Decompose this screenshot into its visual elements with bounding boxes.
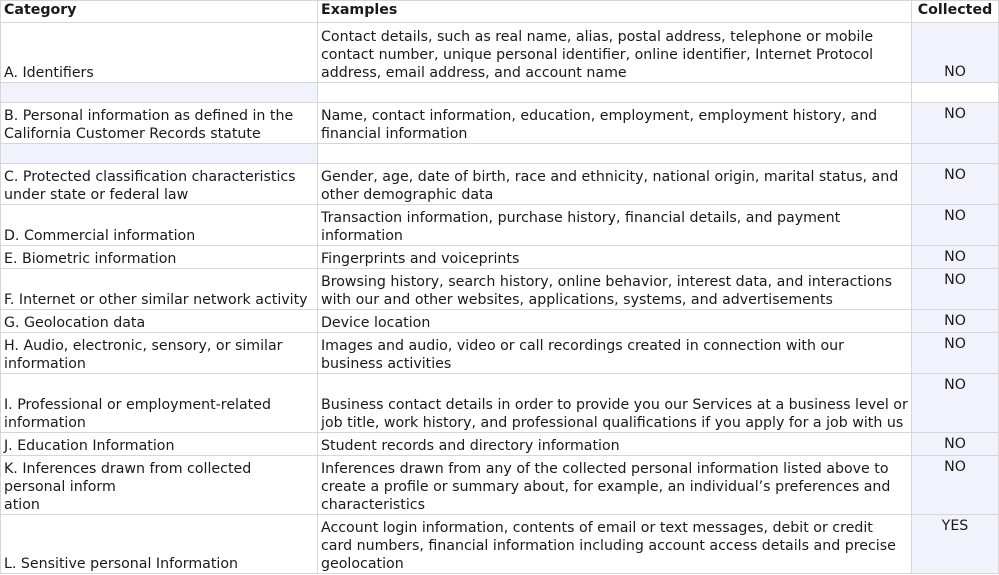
collected-cell: NO [912, 246, 999, 269]
category-cell: G. Geolocation data [1, 310, 318, 333]
category-cell: B. Personal information as defined in the California Customer Records statute [1, 103, 318, 144]
category-cell: F. Internet or other similar network activity [1, 269, 318, 310]
collected-cell: NO [912, 310, 999, 333]
header-collected: Collected [912, 1, 999, 23]
table-row [1, 246, 999, 269]
category-cell: D. Commercial information [1, 205, 318, 246]
examples-cell: Images and audio, video or call recordings created in connection with our business activities [318, 333, 912, 374]
spacer-cell [1, 83, 318, 103]
category-cell: E. Biometric information [1, 246, 318, 269]
collected-cell: NO [912, 205, 999, 246]
table-row [1, 205, 999, 246]
category-cell: K. Inferences drawn from collected personal inform ation [1, 456, 318, 515]
category-cell: L. Sensitive personal Information [1, 515, 318, 574]
category-cell: I. Professional or employment-related information [1, 374, 318, 433]
table-row [1, 515, 999, 574]
collected-cell: NO [912, 456, 999, 515]
collected-cell: NO [912, 433, 999, 456]
header-examples: Examples [318, 1, 912, 23]
collected-cell: NO [912, 269, 999, 310]
collected-cell: NO [912, 23, 999, 83]
examples-cell: Account login information, contents of email or text messages, debit or credit card numbers, financial information including account access details and precise geolocation [318, 515, 912, 574]
table-row [1, 456, 999, 515]
table-row [1, 310, 999, 333]
collected-cell: NO [912, 333, 999, 374]
examples-cell: Browsing history, search history, online behavior, interest data, and interactions with our and other websites, applications, systems, and advertisements [318, 269, 912, 310]
spacer-cell [318, 144, 912, 164]
table-row [1, 164, 999, 205]
table-row [1, 23, 999, 83]
examples-cell: Fingerprints and voiceprints [318, 246, 912, 269]
spacer-cell [912, 144, 999, 164]
spacer-cell [1, 144, 318, 164]
examples-cell: Inferences drawn from any of the collected personal information listed above to create a profile or summary about, for example, an individual’s preferences and characteristics [318, 456, 912, 515]
examples-cell: Student records and directory information [318, 433, 912, 456]
examples-cell: Name, contact information, education, employment, employment history, and financial information [318, 103, 912, 144]
table-row [1, 103, 999, 144]
table-row [1, 333, 999, 374]
spacer-cell [318, 83, 912, 103]
collected-cell: NO [912, 374, 999, 433]
category-cell: A. Identifiers [1, 23, 318, 83]
examples-cell: Business contact details in order to provide you our Services at a business level or job title, work history, and professional qualifications if you apply for a job with us [318, 374, 912, 433]
table-row [1, 269, 999, 310]
spacer-row [1, 144, 999, 164]
table-row [1, 433, 999, 456]
table-row [1, 374, 999, 433]
examples-cell: Contact details, such as real name, alias, postal address, telephone or mobile contact number, unique personal identifier, online identifier, Internet Protocol address, email address, and account name [318, 23, 912, 83]
examples-cell: Transaction information, purchase history, financial details, and payment information [318, 205, 912, 246]
category-cell: H. Audio, electronic, sensory, or similar information [1, 333, 318, 374]
examples-cell: Gender, age, date of birth, race and ethnicity, national origin, marital status, and other demographic data [318, 164, 912, 205]
header-row [1, 1, 999, 23]
category-cell: J. Education Information [1, 433, 318, 456]
collected-cell: NO [912, 103, 999, 144]
spacer-row [1, 83, 999, 103]
category-cell: C. Protected classification characteristics under state or federal law [1, 164, 318, 205]
spacer-cell [912, 83, 999, 103]
header-category: Category [1, 1, 318, 23]
collected-cell: NO [912, 164, 999, 205]
examples-cell: Device location [318, 310, 912, 333]
collected-cell: YES [912, 515, 999, 574]
